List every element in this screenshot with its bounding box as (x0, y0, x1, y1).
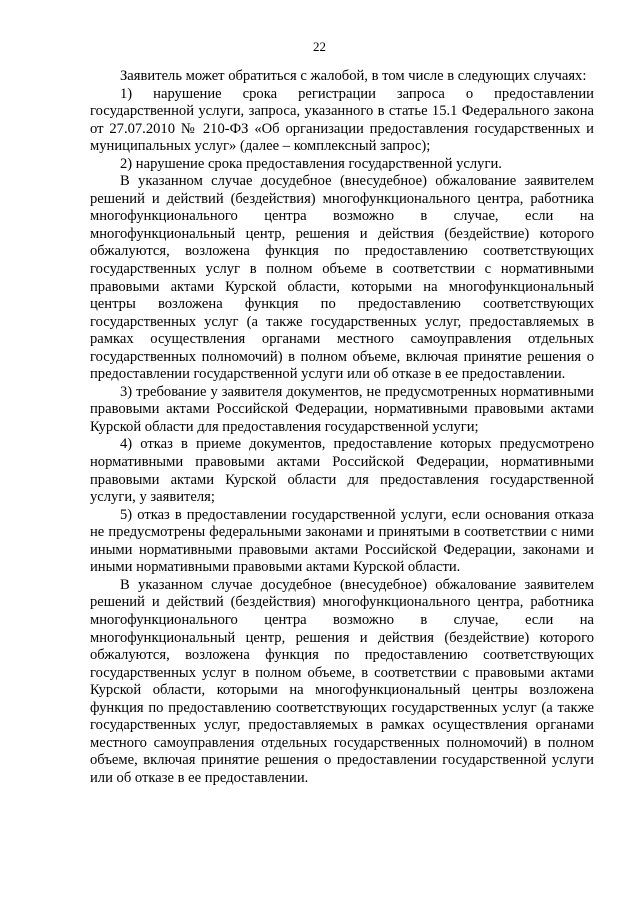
paragraph-mfc-note-2: В указанном случае досудебное (внесудебное) обжалование заявителем решений и действий (бездействия) многофункционального центра, работника многофункционального центра возможно в случае, если на многофункциональный центр, решения и действия (бездействие) которого обжалуются, возложена функция по предоставлению соответствующих государственных услуг в полном объеме, в соответствии с правовыми актами Курской области, которыми на многофункциональный центры возложена функция по предоставлению соответствующих государственных услуг (а также государственных услуг, предоставляемых в рамках осуществления органами местного самоуправления отдельных государственных полномочий) в полном объеме, включая принятие решения о предоставлении государственной услуги или об отказе в ее предоставлении. (90, 576, 594, 786)
paragraph-item-5: 5) отказ в предоставлении государственной услуги, если основания отказа не предусмотрены федеральными законами и принятыми в соответствии с ними иными нормативными правовыми актами Российской Федерации, законами и иными нормативными правовыми актами Курской области. (90, 506, 594, 576)
paragraph-complaint-intro: Заявитель может обратиться с жалобой, в том числе в следующих случаях: (120, 68, 587, 84)
paragraph-item-3: 3) требование у заявителя документов, не предусмотренных нормативными правовыми актами Российской Федерации, нормативными правовыми актами Курской области для предоставления государственной услуги; (90, 383, 594, 435)
paragraph-item-4: 4) отказ в приеме документов, предоставление которых предусмотрено нормативными правовыми актами Российской Федерации, нормативными правовыми актами Курской области для предоставления государственной услуги, у заявителя; (90, 436, 594, 506)
document-body (90, 68, 594, 787)
page-number: 22 (313, 39, 326, 54)
paragraph-mfc-note-1: В указанном случае досудебное (внесудебное) обжалование заявителем решений и действий (бездействия) многофункционального центра, работника многофункционального центра возможно в случае, если на многофункциональный центр, решения и действия (бездействие) которого обжалуются, возложена функция по предоставлению соответствующих государственных услуг в полном объеме в соответствии с нормативными правовыми актами Курской области, которыми на многофункциональный центры возложена функция по предоставлению соответствующих государственных услуг (а также государственных услуг, предоставляемых в рамках осуществления органами местного самоуправления отдельных государственных полномочий) в полном объеме, включая принятие решения о предоставлении государственной услуги или об отказе в ее предоставлении. (90, 173, 594, 383)
paragraph-item-2: 2) нарушение срока предоставления государственной услуги. (120, 155, 502, 172)
paragraph-item-1: 1) нарушение срока регистрации запроса о предоставлении государственной услуги, запроса, указанного в статье 15.1 Федерального закона от 27.07.2010 № 210-ФЗ «Об организации предоставления государственных и муниципальных услуг» (далее – комплексный запрос); (90, 85, 594, 155)
